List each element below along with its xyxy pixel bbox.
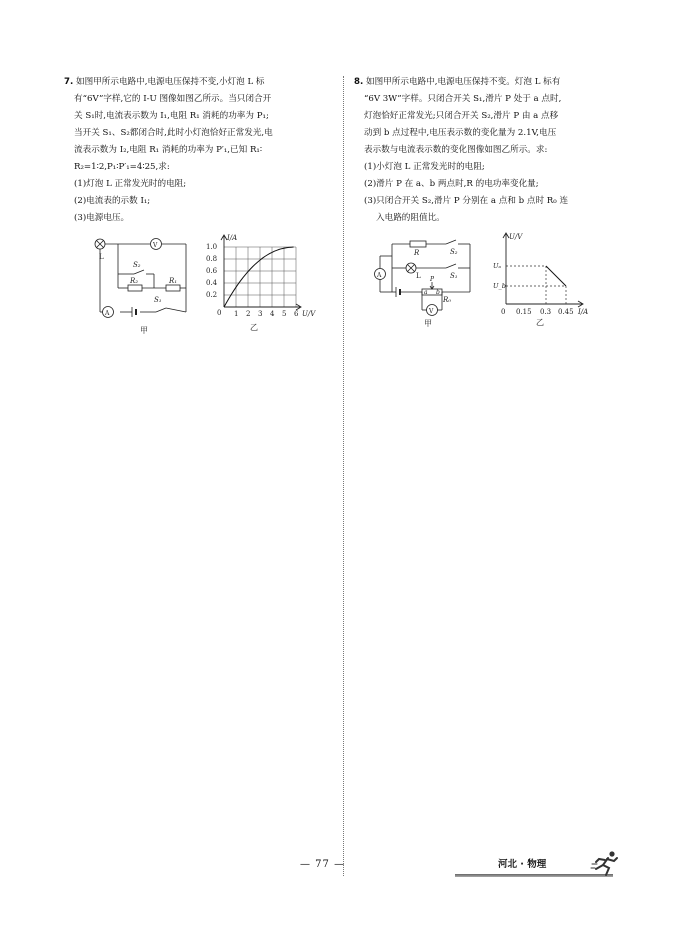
question-line: “6V 3W”字样。只闭合开关 S₁,滑片 P 处于 a 点时, [364,94,562,104]
x-tick: 4 [270,310,275,318]
q8-ui-graph [490,228,600,340]
x-tick: 1 [234,310,239,318]
x-axis-label: U/V [302,310,316,318]
x-tick: 0.45 [558,308,574,316]
label-S1: S₁ [154,296,162,304]
y-tick: U_b [493,282,506,290]
circuit-caption: 甲 [140,326,148,335]
label-L: L [416,272,421,280]
label-b: b [436,289,440,296]
label-R0: R₀ [443,296,452,304]
x-tick: 2 [246,310,251,318]
label-V: V [429,308,434,315]
sub-question: (2)滑片 P 在 a、b 两点时,R 的电功率变化量; [364,179,539,189]
circuit-caption: 甲 [424,319,432,328]
label-S2: S₂ [450,248,458,256]
question-line: 如图甲所示电路中,电源电压保持不变。灯泡 L 标有 [365,77,561,87]
graph-caption: 乙 [536,318,544,327]
origin-label: 0 [501,308,506,316]
sub-question: 入电路的阻值比。 [376,213,445,223]
question-line: 灯泡恰好正常发光;只闭合开关 S₂,滑片 P 由 a 点移 [364,111,559,121]
page-number: — 77 — [300,859,346,870]
sub-question: (2)电流表的示数 I₁; [74,196,151,206]
question-number: 7. [64,77,74,87]
label-a: a [424,289,428,296]
y-tick: 0.4 [206,279,218,287]
y-axis-label: U/V [509,233,523,241]
y-tick: 0.2 [206,291,218,299]
x-tick: 5 [282,310,287,318]
y-tick: 1.0 [206,243,218,251]
column-divider [343,76,344,876]
ui-line [546,266,566,286]
sub-question: (1)小灯泡 L 正常发光时的电阻; [364,162,485,172]
question-line: 关 S₁时,电流表示数为 I₁,电阻 R₁ 消耗的功率为 P₁; [74,111,269,121]
question-line: 有“6V”字样,它的 I-U 图像如图乙所示。当只闭合开 [74,94,272,104]
y-tick: 0.8 [206,255,218,263]
question-line: 如图甲所示电路中,电源电压保持不变,小灯泡 L 标 [75,77,265,87]
question-8 [354,74,624,227]
label-R2: R₂ [130,277,139,285]
question-line: R₂=1∶2,P₁∶P′₁=4∶25,求: [74,162,170,172]
label-R: R [414,249,420,257]
label-A: A [105,310,110,317]
x-tick: 6 [294,310,299,318]
label-P: P [430,276,435,283]
question-line: 动到 b 点过程中,电压表示数的变化量为 2.1V,电压 [364,128,557,138]
sub-question: (3)只闭合开关 S₂,滑片 P 分别在 a 点和 b 点时 R₀ 连 [364,196,569,206]
q7-iu-graph [200,228,330,347]
label-A: A [377,272,382,279]
graph-caption: 乙 [250,323,258,332]
origin-label: 0 [217,309,222,317]
y-tick: 0.6 [206,267,218,275]
question-number: 8. [354,77,364,87]
label-V: V [153,242,158,249]
y-tick: Uₐ [493,262,501,270]
label-L: L [99,253,104,261]
x-tick: 3 [258,310,263,318]
runner-logo-icon [590,850,620,882]
question-line: 流表示数为 I₂,电阻 R₁ 消耗的功率为 P′₁,已知 R₁∶ [74,145,263,155]
question-line: 当开关 S₁、S₂都闭合时,此时小灯泡恰好正常发光,电 [74,128,273,138]
label-S1: S₁ [450,272,458,280]
x-tick: 0.15 [516,308,532,316]
label-S2: S₂ [133,261,141,269]
iu-curve [224,247,294,307]
y-axis-label: I/A [227,234,238,242]
footer-label: 河北 · 物理 [498,859,547,870]
q7-circuit-diagram [88,232,198,348]
sub-question: (3)电源电压。 [74,213,130,223]
x-tick: 0.3 [540,308,552,316]
q8-circuit-diagram [370,234,482,338]
label-R1: R₁ [169,277,178,285]
question-line: 表示数与电流表示数的变化图像如图乙所示。求: [364,145,548,155]
x-axis-label: I/A [578,308,589,316]
question-7 [64,74,336,227]
sub-question: (1)灯泡 L 正常发光时的电阻; [74,179,187,189]
